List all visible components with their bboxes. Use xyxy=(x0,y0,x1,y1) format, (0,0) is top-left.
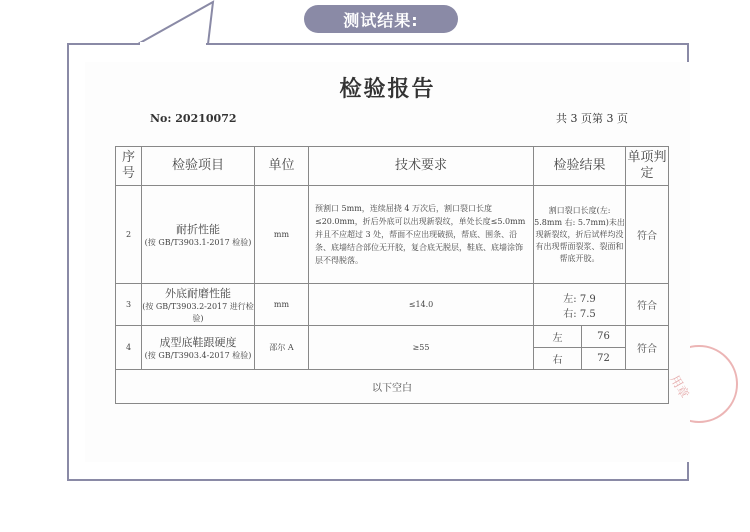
result-left-label: 左 xyxy=(534,326,582,348)
table-row xyxy=(116,186,669,284)
item-name: 耐折性能 xyxy=(176,222,220,236)
header-judgement: 单项判定 xyxy=(626,147,669,186)
row-judgement: 符合 xyxy=(626,284,669,326)
header-item: 检验项目 xyxy=(142,147,255,186)
header-requirement: 技术要求 xyxy=(309,147,534,186)
row-seq: 3 xyxy=(116,284,142,326)
row-item xyxy=(142,186,255,284)
table-footer-row xyxy=(116,370,669,404)
row-requirement: ≥55 xyxy=(309,326,534,370)
result-right: 右: 7.5 xyxy=(563,308,596,320)
item-name: 成型底鞋跟硬度 xyxy=(159,335,237,349)
table-header-row xyxy=(116,147,669,186)
row-seq: 4 xyxy=(116,326,142,370)
report-page-info: 共 3 页第 3 页 xyxy=(556,112,628,125)
inspection-table xyxy=(115,146,669,404)
table-row xyxy=(116,326,669,348)
row-seq: 2 xyxy=(116,186,142,284)
row-unit: mm xyxy=(255,284,309,326)
seal-text: 用章 xyxy=(667,372,692,401)
row-judgement: 符合 xyxy=(626,186,669,284)
report-number: No: 20210072 xyxy=(150,112,237,125)
header-result: 检验结果 xyxy=(534,147,626,186)
header-unit: 单位 xyxy=(255,147,309,186)
row-result: 割口裂口长度(左: 5.8mm 右: 5.7mm)未出现新裂纹，折后试样均没有出现帮面裂浆、裂面和帮底开胶。 xyxy=(534,186,626,284)
result-right-label: 右 xyxy=(534,348,582,370)
row-item xyxy=(142,284,255,326)
table-footer: 以下空白 xyxy=(116,370,669,404)
item-standard: (按 GB/T3903.4-2017 检验) xyxy=(144,350,252,360)
test-result-banner: 测试结果: xyxy=(304,5,458,33)
result-right-value: 72 xyxy=(582,348,626,370)
report-title: 检验报告 xyxy=(339,76,436,102)
row-item xyxy=(142,326,255,370)
item-standard: (按 GB/T3903.1-2017 检验) xyxy=(144,237,252,247)
row-requirement: ≤14.0 xyxy=(309,284,534,326)
row-result xyxy=(534,284,626,326)
item-standard: (按 GB/T3903.2-2017 进行检验) xyxy=(142,301,254,323)
table-row xyxy=(116,284,669,326)
inspection-report xyxy=(85,62,690,462)
row-unit: mm xyxy=(255,186,309,284)
row-unit: 邵尔 A xyxy=(255,326,309,370)
result-left-value: 76 xyxy=(582,326,626,348)
result-left: 左: 7.9 xyxy=(563,293,596,305)
item-name: 外底耐磨性能 xyxy=(165,286,231,300)
row-requirement: 预割口 5mm，连续屈挠 4 万次后，割口裂口长度≤20.0mm，折后外底可以出现新裂纹，单处长度≤5.0mm 并且不应超过 3 处，帮面不应出现破损，帮底、围条、沿条、底墙结合部位无开胶，复合底无脱层，鞋底、底墙涂饰层不得脱落。 xyxy=(309,186,534,284)
header-seq: 序号 xyxy=(116,147,142,186)
row-judgement: 符合 xyxy=(626,326,669,370)
